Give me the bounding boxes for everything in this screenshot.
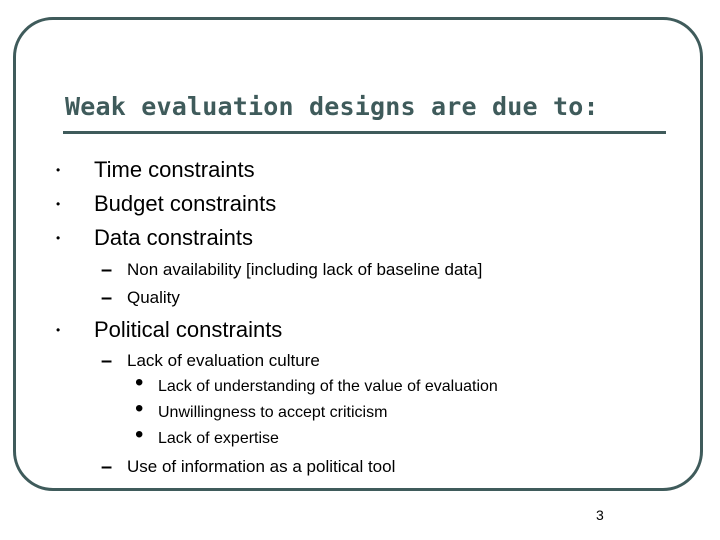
- page-number: 3: [596, 507, 604, 523]
- sub-item-evaluation-culture: [101, 350, 320, 372]
- sub-sub-item-understanding: [135, 369, 498, 397]
- sub-item-text: Quality: [127, 288, 180, 307]
- bullet-icon: •: [56, 323, 61, 337]
- bullet-dot-icon: •: [135, 369, 144, 396]
- dash-icon: –: [101, 259, 113, 281]
- bullet-item-budget: [56, 191, 277, 217]
- sub-item-quality: [101, 287, 180, 309]
- sub-item-text: Use of information as a political tool: [127, 457, 396, 476]
- sub-sub-item-text: Unwillingness to accept criticism: [158, 404, 388, 421]
- dash-icon: –: [101, 350, 113, 372]
- bullet-item-time: [56, 157, 255, 183]
- sub-sub-item-unwillingness: [135, 395, 388, 423]
- bullet-text: Political constraints: [94, 317, 283, 342]
- bullet-item-data: [56, 225, 253, 251]
- bullet-text: Time constraints: [94, 157, 255, 182]
- title-underline: [63, 131, 666, 134]
- sub-item-non-availability: [101, 259, 483, 281]
- bullet-icon: •: [56, 197, 61, 211]
- bullet-icon: •: [56, 231, 61, 245]
- sub-item-text: Lack of evaluation culture: [127, 351, 320, 370]
- sub-item-political-tool: [101, 456, 396, 478]
- sub-item-text: Non availability [including lack of baseline data]: [127, 260, 483, 279]
- sub-sub-item-text: Lack of expertise: [158, 430, 279, 447]
- bullet-text: Data constraints: [94, 225, 253, 250]
- dash-icon: –: [101, 456, 113, 478]
- bullet-dot-icon: •: [135, 395, 144, 422]
- bullet-text: Budget constraints: [94, 191, 277, 216]
- bullet-icon: •: [56, 163, 61, 177]
- sub-sub-item-expertise: [135, 421, 279, 449]
- sub-sub-item-text: Lack of understanding of the value of evaluation: [158, 378, 498, 395]
- dash-icon: –: [101, 287, 113, 309]
- bullet-dot-icon: •: [135, 421, 144, 448]
- bullet-item-political: [56, 317, 283, 343]
- slide-title: Weak evaluation designs are due to:: [65, 92, 599, 121]
